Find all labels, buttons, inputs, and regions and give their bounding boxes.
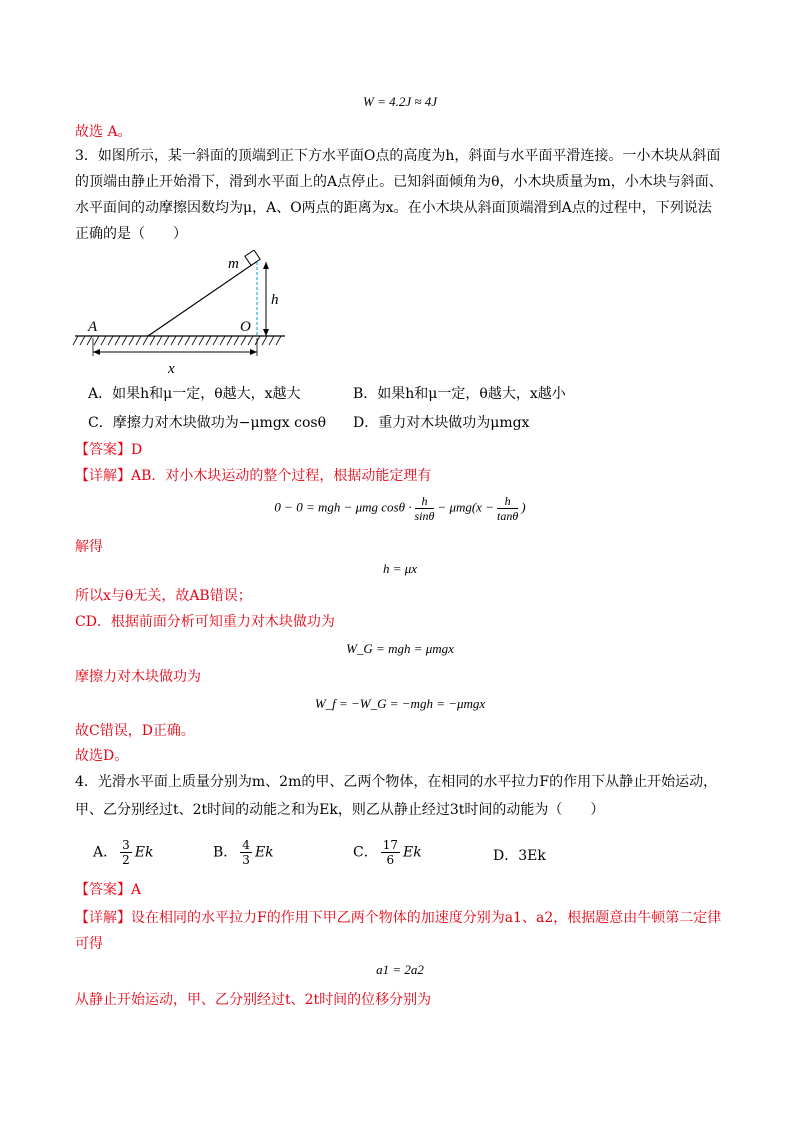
incline-figure xyxy=(70,250,300,380)
q3-friction-work-equation: W_f = −W_G = −mgh = −μmgx xyxy=(314,696,486,711)
q3-option-c: C．摩擦力对木块做功为−μmgx cosθ xyxy=(88,415,327,431)
fraction-h-over-sin: $\frac{h}{\sin\theta}$ xyxy=(414,494,435,523)
label-h: h xyxy=(271,292,279,308)
height-arrow-bottom-head xyxy=(263,329,269,336)
q3-detail-cd: CD．根据前面分析可知重力对木块做功为 xyxy=(75,614,335,630)
q3-stem-line-3: 水平面间的动摩擦因数均为μ，A、O两点的距离为x。在小木块从斜面顶端滑到A点的过程中，下列说法 xyxy=(75,200,712,216)
q3-answer: 【答案】D xyxy=(75,442,143,458)
work-result-equation: W = 4.2J ≈ 4J xyxy=(362,94,438,109)
q3-option-b: B．如果h和μ一定，θ越大，x越小 xyxy=(353,386,566,402)
q4-acceleration-equation: a1 = 2a2 xyxy=(376,962,424,977)
fraction-h-over-tan: $\frac{h}{\tan\theta}$ xyxy=(496,494,519,523)
q3-pick: 故选D。 xyxy=(75,748,129,764)
q3-h-equation: h = μx xyxy=(382,561,418,576)
block-icon xyxy=(245,250,260,265)
q4-option-c: C． $\frac{17}{6}$ Ek xyxy=(353,838,422,867)
height-arrow-top-head xyxy=(263,262,269,269)
q3-detail-ab: 【详解】AB．对小木块运动的整个过程，根据动能定理有 xyxy=(75,468,432,484)
q3-stem-line-4: 正确的是（ ） xyxy=(75,226,187,242)
q3-friction-label: 摩擦力对木块做功为 xyxy=(75,669,201,685)
q2-pick: 故选 A。 xyxy=(75,124,132,140)
x-arrow-right-head xyxy=(250,349,257,355)
q3-gravity-work-equation: W_G = mgh = μmgx xyxy=(346,641,454,656)
q3-energy-equation: 0 − 0 = mgh − μmg cosθ · $\frac{h}{\sin\theta}$ − μmg(x − $\frac{h}{\tan\theta}$ ) xyxy=(274,494,526,523)
q3-stem-line-2: 的顶端由静止开始滑下，滑到水平面上的A点停止。已知斜面倾角为θ，小木块质量为m，小木块与斜面、 xyxy=(75,174,723,190)
q4-detail-line-3: 从静止开始运动，甲、乙分别经过t、2t时间的位移分别为 xyxy=(75,992,432,1008)
label-x: x xyxy=(168,361,175,377)
q4-option-a: A． $\frac{3}{2}$ Ek xyxy=(93,838,154,867)
q3-conclusion-cd: 故C错误，D正确。 xyxy=(75,723,195,739)
label-m: m xyxy=(228,256,239,272)
x-arrow-left-head xyxy=(93,349,100,355)
label-O: O xyxy=(240,319,251,335)
q4-stem-line-2: 甲、乙分别经过t、2t时间的动能之和为Ek，则乙从静止经过3t时间的动能为（ ） xyxy=(75,802,605,818)
label-A: A xyxy=(88,319,98,335)
q4-answer: 【答案】A xyxy=(75,882,142,898)
q4-detail-line-1: 【详解】设在相同的水平拉力F的作用下甲乙两个物体的加速度分别为a1、a2，根据题意由牛顿第二定律 xyxy=(75,910,722,926)
q3-option-a: A．如果h和μ一定，θ越大，x越大 xyxy=(88,386,301,402)
q4-option-b: B． $\frac{4}{3}$ Ek xyxy=(213,838,274,867)
q3-option-d: D．重力对木块做功为μmgx xyxy=(353,415,530,431)
q3-solve-label: 解得 xyxy=(75,539,103,555)
q3-stem-line-1: 3．如图所示，某一斜面的顶端到正下方水平面O点的高度为h，斜面与水平面平滑连接。一小木块从斜面 xyxy=(75,148,721,164)
q3-conclusion-ab: 所以x与θ无关，故AB错误； xyxy=(75,588,252,604)
ground-hatching xyxy=(73,336,281,345)
q4-stem-line-1: 4．光滑水平面上质量分别为m、2m的甲、乙两个物体，在相同的水平拉力F的作用下从静止开始运动， xyxy=(75,774,718,790)
q4-detail-line-2: 可得 xyxy=(75,936,103,952)
q4-option-d: D．3Ek xyxy=(493,848,546,864)
